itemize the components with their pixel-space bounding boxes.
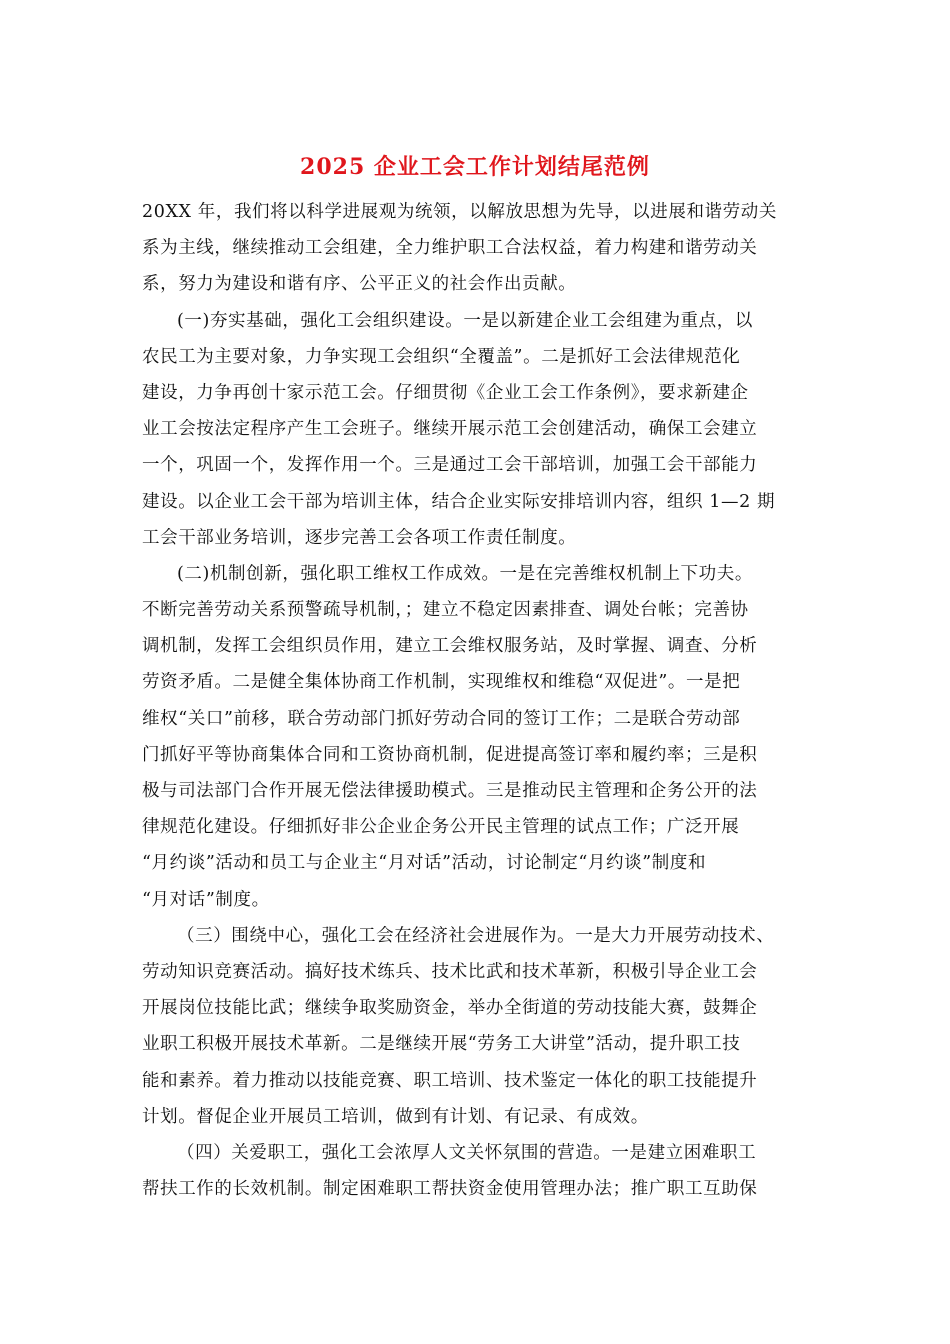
body-text-line: (一)夯实基础，强化工会组织建设。一是以新建企业工会组建为重点，以 xyxy=(177,310,753,331)
body-text-line: 工会干部业务培训，逐步完善工会各项工作责任制度。 xyxy=(142,527,577,548)
body-text-line: 开展岗位技能比武；继续争取奖励资金，举办全街道的劳动技能大赛，鼓舞企 xyxy=(142,998,758,1019)
body-text-line: 律规范化建设。仔细抓好非公企业企务公开民主管理的试点工作；广泛开展 xyxy=(142,817,740,838)
body-text-line: 劳动知识竞赛活动。搞好技术练兵、技术比武和技术革新，积极引导企业工会 xyxy=(142,961,758,982)
body-text-line: 不断完善劳动关系预警疏导机制，；建立不稳定因素排查、调处台帐；完善协 xyxy=(142,600,749,621)
body-text-line: 系为主线，继续推动工会组建，全力维护职工合法权益，着力构建和谐劳动关 xyxy=(142,238,758,259)
body-text-line: 农民工为主要对象，力争实现工会组织“全覆盖”。二是抓好工会法律规范化 xyxy=(142,346,741,367)
body-text-line: 系，努力为建设和谐有序、公平正义的社会作出贡献。 xyxy=(142,274,577,295)
body-text-line: “月约谈”活动和员工与企业主“月对话”活动，讨论制定“月约谈”制度和 xyxy=(142,853,707,874)
body-text-line: 业职工积极开展技术革新。二是继续开展“劳务工大讲堂”活动，提升职工技 xyxy=(142,1034,741,1055)
body-text-line: 门抓好平等协商集体合同和工资协商机制，促进提高签订率和履约率；三是积 xyxy=(142,744,758,765)
body-text-line: 帮扶工作的长效机制。制定困难职工帮扶资金使用管理办法；推广职工互助保 xyxy=(142,1179,758,1200)
body-text-line: 劳资矛盾。二是健全集体协商工作机制，实现维权和维稳“双促进”。一是把 xyxy=(142,672,741,693)
document-title: 2025 企业工会工作计划结尾范例 xyxy=(300,154,650,180)
body-text-line: （四）关爱职工，强化工会浓厚人文关怀氛围的营造。一是建立困难职工 xyxy=(177,1142,757,1163)
body-text-line: (二)机制创新，强化职工维权工作成效。一是在完善维权机制上下功夫。 xyxy=(177,563,753,584)
body-text-line: 建设。以企业工会干部为培训主体，结合企业实际安排培训内容，组织 1—2 期 xyxy=(142,491,776,512)
body-text-line: 调机制，发挥工会组织员作用，建立工会维权服务站，及时掌握、调查、分析 xyxy=(142,636,758,657)
body-text-line: 计划。督促企业开展员工培训，做到有计划、有记录、有成效。 xyxy=(142,1106,649,1127)
body-text-line: 能和素养。着力推动以技能竞赛、职工培训、技术鉴定一体化的职工技能提升 xyxy=(142,1070,758,1091)
document-body xyxy=(142,194,808,1207)
body-text-line: 一个，巩固一个，发挥作用一个。三是通过工会干部培训，加强工会干部能力 xyxy=(142,455,758,476)
body-text-line: （三）围绕中心，强化工会在经济社会进展作为。一是大力开展劳动技术、 xyxy=(177,925,775,946)
body-text-line: 业工会按法定程序产生工会班子。继续开展示范工会创建活动，确保工会建立 xyxy=(142,419,758,440)
body-text-line: 维权“关口”前移，联合劳动部门抓好劳动合同的签订工作；二是联合劳动部 xyxy=(142,708,741,729)
body-text-line: 极与司法部门合作开展无偿法律援助模式。三是推动民主管理和企务公开的法 xyxy=(142,781,758,801)
body-text-line: “月对话”制度。 xyxy=(142,889,270,910)
body-text-line: 建设，力争再创十家示范工会。仔细贯彻《企业工会工作条例》，要求新建企 xyxy=(142,382,749,403)
body-text-line: 20XX 年，我们将以科学进展观为统领，以解放思想为先导，以进展和谐劳动关 xyxy=(142,202,777,222)
